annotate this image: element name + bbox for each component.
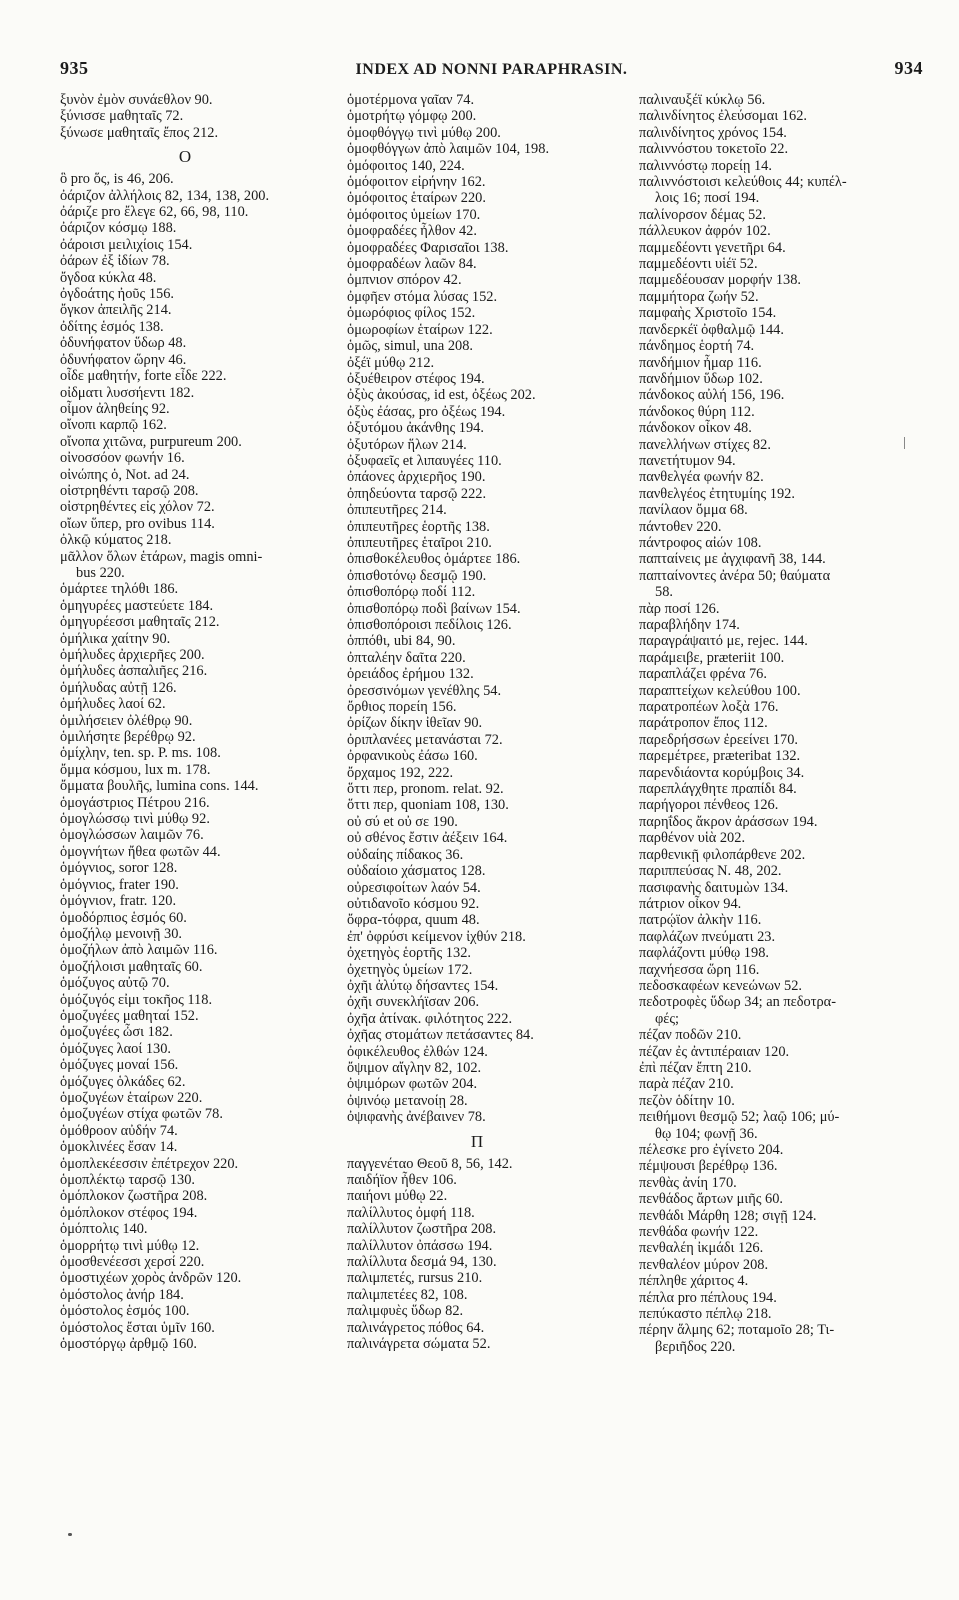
index-entry: οἴνοπα χιτῶνα, purpureum 200. xyxy=(60,433,242,450)
index-entry: παγγενέταο Θεοῦ 8, 56, 142. xyxy=(347,1155,513,1172)
index-column-1 xyxy=(60,92,347,1355)
index-entry: μᾶλλον ὅλων ἑτάρων, magis omni- xyxy=(60,548,263,565)
index-entry: πενθαλέον μύρον 208. xyxy=(639,1256,769,1273)
index-entry: ἐπ' ὀφρύσι κείμενον ἰχθύν 218. xyxy=(347,928,526,945)
index-entry: ὀπάονες ἀρχιερῆος 190. xyxy=(347,469,486,486)
index-entry: ὁμογλώσσῳ τινὶ μύθῳ 92. xyxy=(60,811,210,828)
index-entry: παραγράψαιτό με, rejec. 144. xyxy=(639,633,808,650)
index-entry: ὁμοτέρμονα γαῖαν 74. xyxy=(347,92,475,108)
index-entry: ὁμόγνιος, soror 128. xyxy=(60,860,178,877)
index-entry: ὁμόστολος ἀνήρ 184. xyxy=(60,1286,184,1303)
index-entry: ὁμοφραδέες ἦλθον 42. xyxy=(347,223,477,240)
index-entry: ὄγκον ἀπειλῆς 214. xyxy=(60,302,172,319)
index-entry: παλίλλυτα δεσμά 94, 130. xyxy=(347,1254,497,1271)
index-entry: οὐ σύ et οὐ σε 190. xyxy=(347,813,458,830)
index-entry: ὀχῆα ἀτίνακ. φιλότητος 222. xyxy=(347,1010,513,1027)
index-entry: ὀξέϊ μύθῳ 212. xyxy=(347,354,435,371)
index-entry: παφλάζων πνεύματι 23. xyxy=(639,928,776,945)
index-entry: παράτροπον ἔπος 112. xyxy=(639,715,768,732)
index-entry: παλιναυξέϊ κύκλῳ 56. xyxy=(639,92,766,108)
index-entry: οἰστρηθέντες εἰς χόλον 72. xyxy=(60,499,215,516)
index-entry: παράμειβε, præteriit 100. xyxy=(639,649,785,666)
index-entry: ὁμόφοιτος ὑμείων 170. xyxy=(347,206,481,223)
index-entry: παλίλλυτος ὀμφή 118. xyxy=(347,1204,475,1221)
index-entry: παμμεδέοντι γενετῆρι 64. xyxy=(639,239,786,256)
index-entry: οὐρεσιφοίτων λαόν 54. xyxy=(347,879,481,896)
index-entry: παρήγοροι πένθεος 126. xyxy=(639,797,779,814)
index-entry: ξυνὸν ἐμὸν συνάεθλον 90. xyxy=(60,92,213,108)
index-entry: ὁμοφραδέων λαῶν 84. xyxy=(347,256,477,273)
index-entry: πέζαν ποδῶν 210. xyxy=(639,1027,742,1044)
index-entry: ὀπισθοπόροισι πεδίλοις 126. xyxy=(347,617,512,633)
index-entry: ὀπισθοκέλευθος ὁμάρτεε 186. xyxy=(347,551,521,568)
index-entry: πενθαλέη ἰκμάδι 126. xyxy=(639,1240,764,1257)
index-entry: ὁμήλυδας αὐτῇ 126. xyxy=(60,679,177,696)
index-entry: ὀγδοάτης ἠοῦς 156. xyxy=(60,286,175,303)
index-entry: πέζαν ἐς ἀντιπέραιαν 120. xyxy=(639,1043,790,1060)
index-entry: πανδήμιον ὕδωρ 102. xyxy=(639,370,763,387)
index-entry: παρατροπέων λοξὰ 176. xyxy=(639,699,779,716)
page-number-left: 935 xyxy=(60,58,89,78)
index-entry: ὁμοζυγέες ὦσι 182. xyxy=(60,1024,173,1041)
running-title: INDEX AD NONNI PARAPHRASIN. xyxy=(355,61,628,78)
index-entry: ἐπὶ πέζαν ἔπτη 210. xyxy=(639,1059,752,1076)
index-entry: ὀπηδεύοντα ταρσῷ 222. xyxy=(347,485,487,502)
index-entry: ὁμίχλην, ten. sp. P. ms. 108. xyxy=(60,745,221,762)
index-entry: ὀξυφαεῖς et λιπαυγέες 110. xyxy=(347,452,502,469)
index-entry: πανδερκέϊ ὀφθαλμῷ 144. xyxy=(639,321,784,338)
index-entry: ὁμοδόρπιος ἑσμός 60. xyxy=(60,909,187,926)
index-entry: ὀδυνήφατον ὥρην 46. xyxy=(60,351,187,368)
index-entry: ὀπιπευτῆρες 214. xyxy=(347,502,447,519)
index-entry: παλινάγρετα σώματα 52. xyxy=(347,1336,491,1353)
index-entry: ὁμοστόργῳ ἀρθμῷ 160. xyxy=(60,1336,198,1353)
index-entry: ὀδίτης ἑσμός 138. xyxy=(60,318,164,335)
index-entry: παραπτείχων κελεύθου 100. xyxy=(639,682,801,699)
index-entry: ὁμογλώσσων λαιμῶν 76. xyxy=(60,827,204,844)
index-entry: ὀάριζον ἀλλήλοις 82, 134, 138, 200. xyxy=(60,187,270,204)
index-entry: πάτριον οἶκον 94. xyxy=(639,895,742,912)
index-entry: ὁμιλήσειεν ὀλέθρῳ 90. xyxy=(60,712,193,729)
index-entry: ὀξυτόμου ἀκάνθης 194. xyxy=(347,420,484,437)
index-entry: πατρῴϊον ἀλκὴν 116. xyxy=(639,912,762,929)
index-entry: παριππεύσας Ν. 48, 202. xyxy=(639,863,782,880)
index-entry: πεδοσκαφέων κενεώνων 52. xyxy=(639,977,803,994)
index-entry: ὁμωρόφιος φίλος 152. xyxy=(347,305,476,322)
index-entry-continuation: φές; xyxy=(655,1010,680,1027)
index-entry: πανετήτυμον 94. xyxy=(639,452,736,469)
index-entry-continuation: bus 220. xyxy=(76,564,125,581)
index-entry: ὀάριζον κόσμῳ 188. xyxy=(60,220,177,237)
index-entry: ὀρφανικοὺς ἐάσω 160. xyxy=(347,748,478,765)
index-entry: παλιννόστῳ πορείῃ 14. xyxy=(639,157,772,174)
section-letter: Ο xyxy=(178,147,192,167)
index-entry: ὀπισθοπόρῳ ποδί 112. xyxy=(347,584,476,601)
index-entry: πάνδημος ἑορτή 74. xyxy=(639,338,755,355)
index-entry: πανελλήνων στίχες 82. xyxy=(639,436,771,453)
index-entry: παρηΐδος ἄκρον ἀράσσων 194. xyxy=(639,813,818,830)
index-entry: ὁμόφοιτος ἑταίρων 220. xyxy=(347,190,486,207)
index-entry: πάλλευκον ἀφρόν 102. xyxy=(639,223,771,240)
index-entry: οἶδε μαθητήν, forte εἶδε 222. xyxy=(60,368,227,385)
index-entry: οἶμον ἀληθείης 92. xyxy=(60,400,170,417)
index-entry: ὁμορρήτῳ τινὶ μύθῳ 12. xyxy=(60,1237,200,1254)
index-entry: ὁμόζυγες μοναί 156. xyxy=(60,1057,179,1074)
index-entry: οἰστρηθέντι ταρσῷ 208. xyxy=(60,482,199,499)
index-entry: ὄρθιος πορείη 156. xyxy=(347,699,457,716)
index-entry: ὁμηγυρέες μαστεύετε 184. xyxy=(60,597,214,614)
index-entry: παλίλλυτον ζωστῆρα 208. xyxy=(347,1221,497,1238)
index-columns xyxy=(60,92,923,1355)
index-entry-continuation: λοις 16; ποσί 194. xyxy=(655,190,760,207)
index-entry: ὀπισθοτόνῳ δεσμῷ 190. xyxy=(347,567,487,584)
index-entry: ὀριπλανέες μετανάσται 72. xyxy=(347,731,503,748)
index-entry: ὀδυνήφατον ὕδωρ 48. xyxy=(60,335,187,352)
index-entry: παφλάζοντι μύθῳ 198. xyxy=(639,945,769,962)
index-entry: πανθελγέα φωνήν 82. xyxy=(639,469,764,486)
index-entry: πενθάδος ἄρτων μιῆς 60. xyxy=(639,1191,783,1208)
index-entry: ὁμάρτεε τηλόθι 186. xyxy=(60,581,179,598)
index-entry: ὀπισθοπόρῳ ποδὶ βαίνων 154. xyxy=(347,600,521,617)
index-entry: ὀξὺς ἀκούσας, id est, ὀξέως 202. xyxy=(347,387,536,404)
index-entry: παλινάγρετος πόθος 64. xyxy=(347,1319,485,1336)
index-entry: οἴνοπι καρπῷ 162. xyxy=(60,417,167,434)
index-entry: ὁμοστιχέων χορὸς ἀνδρῶν 120. xyxy=(60,1270,242,1287)
index-entry: πάνδοκος θύρη 112. xyxy=(639,403,755,420)
index-entry: παλινδίνητος ἐλεύσομαι 162. xyxy=(639,108,807,125)
index-entry-continuation: βεριῆδος 220. xyxy=(655,1338,736,1355)
index-entry: παλιννόστοισι κελεύθοις 44; κυπέλ- xyxy=(639,174,847,191)
index-entry: ὀχῆας στομάτων πετάσαντες 84. xyxy=(347,1027,534,1044)
index-entry: πενθάδα φωνήν 122. xyxy=(639,1224,759,1241)
index-entry: ὄψιμον αἴγλην 82, 102. xyxy=(347,1059,482,1076)
index-entry: ὁμόφοιτον εἰρήνην 162. xyxy=(347,174,486,191)
index-column-3 xyxy=(639,92,923,1355)
index-entry: ὁμοπλέκτῳ ταρσῷ 130. xyxy=(60,1172,196,1188)
index-entry: παλιμπετές, rursus 210. xyxy=(347,1270,483,1287)
index-entry-continuation: θῳ 104; φωνῇ 36. xyxy=(655,1125,758,1142)
index-entry: παχνήεσσα ὥρη 116. xyxy=(639,961,760,978)
index-entry: παρὰ πέζαν 210. xyxy=(639,1076,734,1093)
index-entry: ὁμήλυδες ἀρχιερῆες 200. xyxy=(60,647,205,663)
index-entry: πέπλα pro πέπλους 194. xyxy=(639,1289,777,1306)
index-entry: πενθὰς ἀνίη 170. xyxy=(639,1174,737,1191)
index-entry: ὁμόπλοκον στέφος 194. xyxy=(60,1204,198,1221)
index-entry: πεδοτροφὲς ὕδωρ 34; an πεδοτρα- xyxy=(639,994,836,1011)
index-entry: παμφαὴς Χριστοῖο 154. xyxy=(639,305,777,322)
index-entry: ξύνισσε μαθηταῖς 72. xyxy=(60,108,184,125)
index-entry: ὀψιμόρων φωτῶν 204. xyxy=(347,1076,478,1093)
index-entry: ὁμωροφίων ἑταίρων 122. xyxy=(347,321,493,338)
index-entry: οἰδματι λυσσήεντι 182. xyxy=(60,384,195,401)
index-entry: ὁμοτρήτῳ γόμφῳ 200. xyxy=(347,108,477,125)
index-entry: ὄφρα-τόφρα, quum 48. xyxy=(347,912,480,929)
index-entry: πὰρ ποσί 126. xyxy=(639,600,720,617)
index-entry: ὄρχαμος 192, 222. xyxy=(347,764,454,781)
index-entry: ὁμοζήλων ἀπὸ λαιμῶν 116. xyxy=(60,942,218,959)
index-entry: ὁμοζυγέες μαθηταί 152. xyxy=(60,1007,199,1024)
index-entry: ὀφικέλευθος ἐλθών 124. xyxy=(347,1043,488,1060)
index-entry: ὀπιπευτῆρες ἑορτῆς 138. xyxy=(347,518,490,535)
index-entry: ὄμμα κόσμου, lux m. 178. xyxy=(60,761,211,778)
index-entry: ὅττι περ, quoniam 108, 130. xyxy=(347,797,509,814)
index-entry: πάνδοκος αὐλή 156, 196. xyxy=(639,387,785,404)
index-entry: πέρην ἅλμης 62; ποταμοῖο 28; Τι- xyxy=(639,1322,835,1339)
index-entry: πάνδοκον οἶκον 48. xyxy=(639,420,752,437)
index-entry: ὁμοφραδέες Φαρισαῖοι 138. xyxy=(347,239,509,256)
index-entry: οἰνώπης ὁ, Not. ad 24. xyxy=(60,466,190,483)
index-entry: ὀάρων ἐξ ἰδίων 78. xyxy=(60,253,170,270)
index-entry: παλιννόστου τοκετοῖο 22. xyxy=(639,141,789,158)
index-entry: ὁμήλυδες λαοί 62. xyxy=(60,696,166,713)
index-entry: παρεμέτρεε, præteribat 132. xyxy=(639,748,801,765)
index-entry: ὃ pro ὅς, is 46, 206. xyxy=(60,171,174,188)
index-entry: ὁμήλικα χαίτην 90. xyxy=(60,630,171,647)
index-entry: πανθελγέος ἐτητυμίης 192. xyxy=(639,485,795,502)
index-entry: ξύνωσε μαθηταῖς ἔπος 212. xyxy=(60,124,219,141)
index-entry: ὄγδοα κύκλα 48. xyxy=(60,269,157,286)
index-entry: οὐ σθένος ἔστιν ἀέξειν 164. xyxy=(347,830,508,847)
index-entry: ὁμοπλεκέεσσιν ἐπέτρεχον 220. xyxy=(60,1155,239,1172)
index-entry: παμμεδέοντι υἱέϊ 52. xyxy=(639,256,758,273)
index-entry: οἴων ὕπερ, pro ovibus 114. xyxy=(60,515,215,532)
index-entry: ὀψιφανὴς ἀνέβαινεν 78. xyxy=(347,1109,486,1126)
index-entry: παλίλλυτον ὀπάσσω 194. xyxy=(347,1237,493,1254)
index-entry: ὁμόπτολις 140. xyxy=(60,1221,148,1238)
index-entry: ὀμφῆεν στόμα λύσας 152. xyxy=(347,288,498,305)
index-entry: πενθάδι Μάρθη 128; σιγῇ 124. xyxy=(639,1207,817,1224)
index-entry: παιήονι μύθῳ 22. xyxy=(347,1188,448,1205)
index-entry: πέπληθε χάριτος 4. xyxy=(639,1273,749,1290)
ink-speck xyxy=(68,1533,72,1536)
index-entry: ὁμόζυγος αὐτῷ 70. xyxy=(60,975,170,992)
index-entry: ὅττι περ, pronom. relat. 92. xyxy=(347,781,504,798)
index-entry: ὄμματα βουλῆς, lumina cons. 144. xyxy=(60,778,259,795)
index-entry: ὁμόπλοκον ζωστῆρα 208. xyxy=(60,1188,208,1205)
index-entry: ὁμογνήτων ἤθεα φωτῶν 44. xyxy=(60,843,221,860)
index-entry: ὁμοφθόγγων ἀπὸ λαιμῶν 104, 198. xyxy=(347,141,550,158)
index-entry: ὀάροισι μειλιχίοις 154. xyxy=(60,236,193,253)
index-entry: ὀξυτόρων ἥλων 214. xyxy=(347,436,467,453)
index-entry: ὁμήλυδες ἀσπαλιῆες 216. xyxy=(60,663,208,680)
index-entry: πανδήμιον ἦμαρ 116. xyxy=(639,354,762,371)
index-entry: παλιμφυὲς ὕδωρ 82. xyxy=(347,1303,464,1320)
index-entry: ὁμοζυγέων στίχα φωτῶν 78. xyxy=(60,1106,223,1123)
index-entry: ὁμόζυγός εἰμι τοκῆος 118. xyxy=(60,991,213,1008)
index-entry: ὁμόθροον αὐδήν 74. xyxy=(60,1122,178,1139)
margin-mark xyxy=(904,437,905,449)
index-entry: ὀξυέθειρον στέφος 194. xyxy=(347,370,485,387)
index-entry: παρθενικῇ φιλοπάρθενε 202. xyxy=(639,846,806,863)
index-entry: πεζὸν ὁδίτην 10. xyxy=(639,1092,735,1109)
index-entry: ὀχῆι ἀλύτῳ δήσαντες 154. xyxy=(347,977,499,994)
index-entry: ὁμοζήλῳ μενοινῇ 30. xyxy=(60,925,183,942)
index-entry: παπταίνοντες ἀνέρα 50; θαύματα xyxy=(639,567,831,584)
index-entry: ὁμοζυγέων ἑταίρων 220. xyxy=(60,1089,203,1106)
index-entry: ὀχῆι συνεκλήϊσαν 206. xyxy=(347,994,480,1011)
index-entry: ὀρεσσινόμων γενέθλης 54. xyxy=(347,682,502,699)
index-entry: παρεπλάγχθητε πραπίδι 84. xyxy=(639,781,797,798)
index-entry: πέλεσκε pro ἐγίνετο 204. xyxy=(639,1142,784,1158)
index-entry: ὁππόθι, ubi 84, 90. xyxy=(347,633,456,650)
index-entry: ὁμοκλινέες ἔσαν 14. xyxy=(60,1139,178,1156)
index-entry: ὁμοζήλοισι μαθηταῖς 60. xyxy=(60,958,203,975)
index-entry: πεπύκαστο πέπλῳ 218. xyxy=(639,1306,772,1323)
index-entry-continuation: 58. xyxy=(655,584,673,601)
index-entry: ὁμόγνιος, frater 190. xyxy=(60,876,179,893)
index-entry: παρενδιάοντα κορύμβοις 34. xyxy=(639,764,805,781)
index-entry: ὀχετηγὸς ἑορτῆς 132. xyxy=(347,945,471,962)
index-entry: πανίλαον ὄμμα 68. xyxy=(639,502,748,519)
index-entry: ὀλκῷ κύματος 218. xyxy=(60,532,172,549)
index-entry: ὁμόστολος ἔσται ὑμῖν 160. xyxy=(60,1319,215,1336)
index-entry: ὀάριζε pro ἔλεγε 62, 66, 98, 110. xyxy=(60,204,249,221)
index-entry: ὁμόφοιτος 140, 224. xyxy=(347,157,465,174)
index-entry: παλιμπετέες 82, 108. xyxy=(347,1286,468,1303)
index-entry: ὀψινόῳ μετανοίῃ 28. xyxy=(347,1092,468,1109)
index-entry: ὀρίζων δίκην ἰθεῖαν 90. xyxy=(347,715,483,732)
index-entry: παμμήτορα ζωήν 52. xyxy=(639,288,759,305)
index-entry: ὀξὺς ἐάσας, pro ὀξέως 194. xyxy=(347,403,506,420)
index-entry: παρεδρήσσων ἐρεείνει 170. xyxy=(639,731,798,748)
index-entry: ὁμῶς, simul, una 208. xyxy=(347,338,474,355)
index-entry: πέμψουσι βερέθρῳ 136. xyxy=(639,1158,778,1175)
index-entry: ὁμηγυρέεσσι μαθηταῖς 212. xyxy=(60,614,220,631)
index-entry: ὁμιλήσητε βερέθρῳ 92. xyxy=(60,729,196,746)
index-entry: ὁμόγνιον, fratr. 120. xyxy=(60,893,177,910)
index-entry: παμμεδέουσαν μορφήν 138. xyxy=(639,272,802,289)
index-entry: οὐδαίοιο χάσματος 128. xyxy=(347,863,486,880)
index-entry: ὀχετηγὸς ὑμείων 172. xyxy=(347,961,473,978)
index-entry: ὁμόζυγες λαοί 130. xyxy=(60,1040,172,1057)
index-entry: παλινδίνητος χρόνος 154. xyxy=(639,124,787,141)
index-entry: πασιφανὴς δαιτυμὼν 134. xyxy=(639,879,789,896)
index-entry: πάντροφος αἰών 108. xyxy=(639,534,762,551)
index-entry: παιδήϊον ἦθεν 106. xyxy=(347,1172,457,1188)
index-entry: ὁμοφθόγγῳ τινὶ μύθῳ 200. xyxy=(347,124,501,141)
index-entry: οἰνοσσόον φωνήν 16. xyxy=(60,450,185,467)
index-entry: ὀπταλέην δαῖτα 220. xyxy=(347,649,466,666)
page-number-right: 934 xyxy=(894,58,923,78)
section-letter: Π xyxy=(470,1131,484,1151)
index-entry: παραβλήδην 174. xyxy=(639,617,740,633)
index-entry: οὐτιδανοῖο κόσμου 92. xyxy=(347,895,480,912)
index-entry: ὀμπνιον σπόρον 42. xyxy=(347,272,462,289)
index-entry: ὁμογάστριος Πέτρου 216. xyxy=(60,794,210,811)
index-entry: πειθήμονι θεσμῷ 52; λαῷ 106; μύ- xyxy=(639,1109,840,1126)
running-header xyxy=(60,58,923,82)
index-entry: ὁμόζυγες ὁλκάδες 62. xyxy=(60,1073,186,1090)
index-entry: ὁμόστολος ἑσμός 100. xyxy=(60,1303,190,1320)
index-entry: παλίνορσον δέμας 52. xyxy=(639,206,766,223)
index-entry: παπταίνεις με ἀγχιφανῆ 38, 144. xyxy=(639,551,826,568)
index-entry: ὀπιπευτῆρες ἑταῖροι 210. xyxy=(347,534,492,551)
index-entry: παρθένον υἱὰ 202. xyxy=(639,830,746,847)
index-entry: οὐδαίης πίδακος 36. xyxy=(347,846,464,863)
index-entry: πάντοθεν 220. xyxy=(639,518,722,535)
index-entry: παραπλάζει φρένα 76. xyxy=(639,666,767,683)
index-entry: ὀρειάδος ἐρήμου 132. xyxy=(347,666,474,683)
index-column-2 xyxy=(347,92,639,1355)
index-entry: ὁμοσθενέεσσι χερσί 220. xyxy=(60,1254,205,1271)
